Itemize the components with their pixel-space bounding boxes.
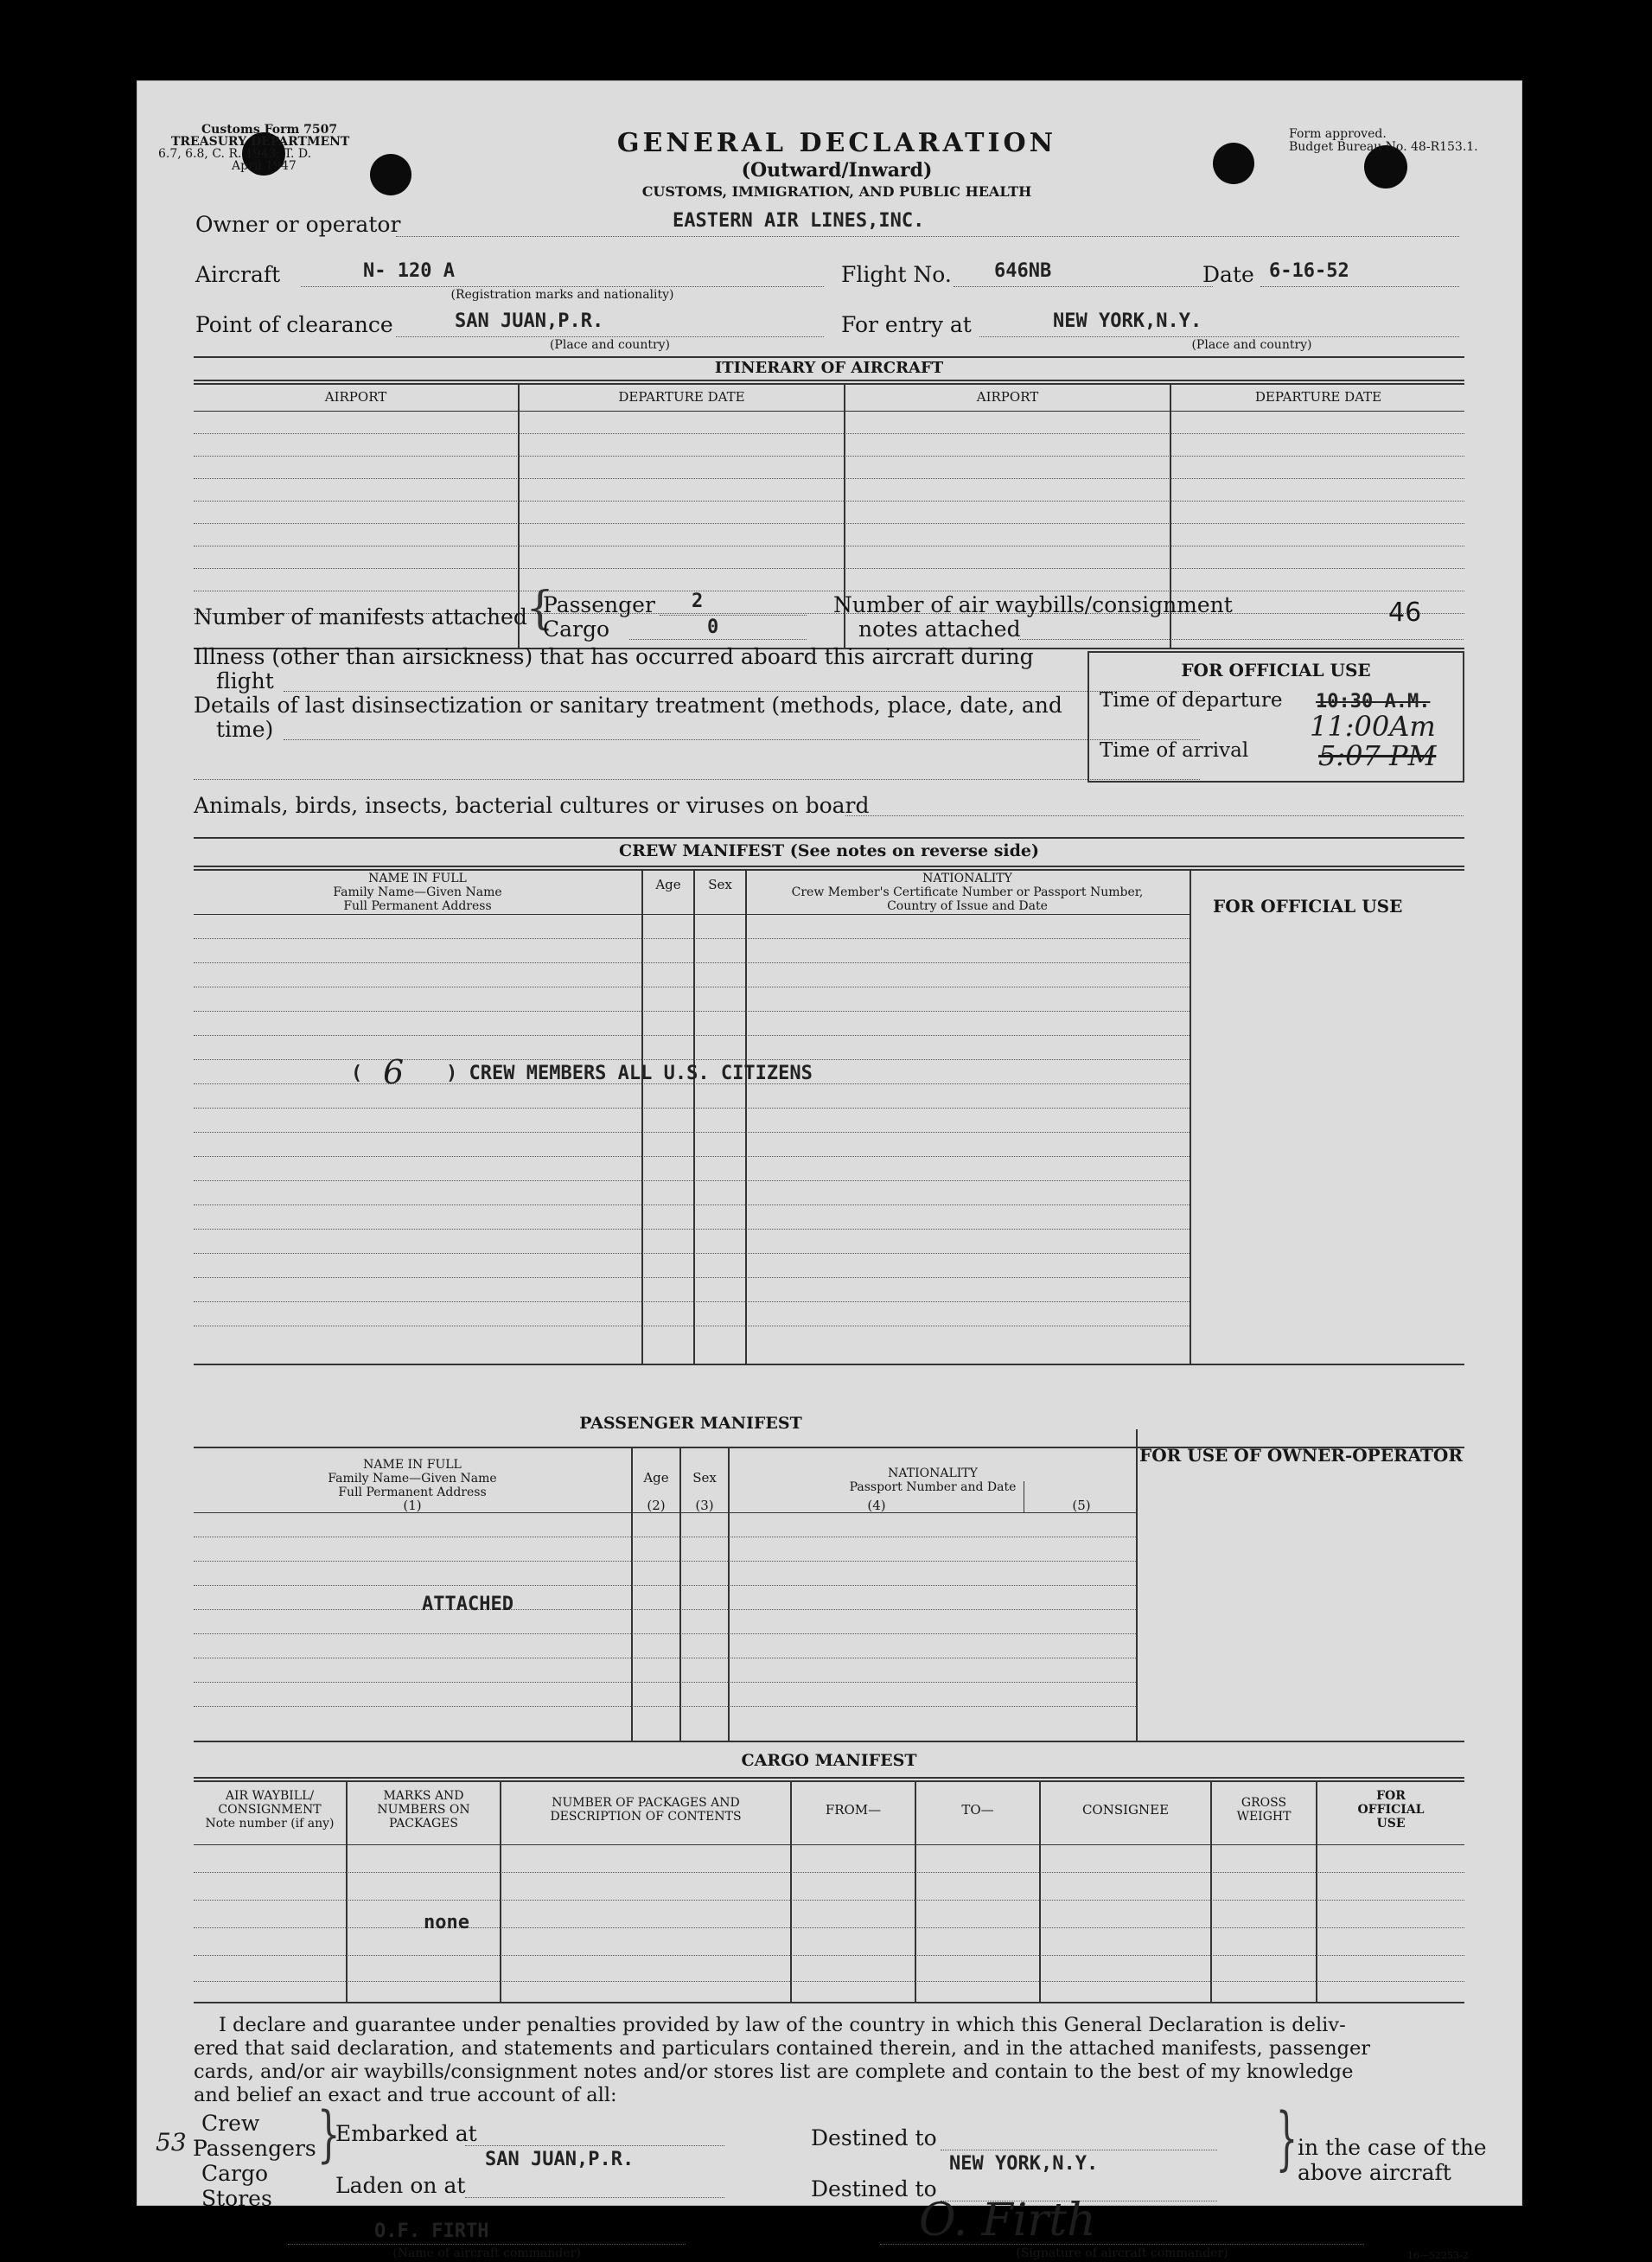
cargo-col-from: FROM— [825,1802,882,1818]
official-use-box [1088,651,1464,783]
form-title: GENERAL DECLARATION [616,128,1057,158]
itinerary-title: ITINERARY OF AIRCRAFT [714,359,944,377]
crew-word: Crew [201,2111,260,2136]
animals-label: Animals, birds, insects, bacterial cultures or viruses on board [194,793,870,818]
passenger-col-5-num: (5) [1072,1498,1091,1513]
cargo-count-value: 0 [707,617,719,638]
destined-value: NEW YORK,N.Y. [949,2153,1099,2175]
cargo-col-official: FOR OFFICIAL USE [1357,1789,1425,1831]
crew-entry: ) CREW MEMBERS ALL U.S. CITIZENS [446,1063,813,1084]
clearance-value: SAN JUAN,P.R. [455,310,604,332]
entry-label: For entry at [841,312,972,337]
waybills-value: 46 [1388,597,1422,628]
bottom-brace: } [316,2099,341,2169]
right-brace: } [1275,2098,1298,2178]
crew-entry-bracket: ( [351,1063,363,1084]
declaration-text: cards, and/or air waybills/consignment notes and/or stores list are complete and contain to the best of my knowledge [194,2061,1354,2083]
itinerary-col-airport: AIRPORT [976,389,1039,405]
declaration-text: ered that said declaration, and statements and particulars contained therein, and in the attached manifests, passenger [194,2037,1371,2060]
signature-caption: (Signature of aircraft commander) [1016,2246,1228,2260]
above-aircraft-text: above aircraft [1298,2160,1451,2185]
passenger-col-nationality: NATIONALITY Passport Number and Date [849,1466,1017,1494]
regulation-line: 6.7, 6.8, C. R. 1943; T. D. [158,147,312,161]
waybills-label: notes attached [858,617,1021,642]
entry-caption: (Place and country) [1191,338,1312,352]
owner-label: Owner or operator [195,212,401,237]
embarked-value: SAN JUAN,P.R. [485,2149,635,2170]
cargo-title: CARGO MANIFEST [741,1751,917,1770]
agencies: CUSTOMS, IMMIGRATION, AND PUBLIC HEALTH [641,183,1032,200]
form-date: April 1947 [232,159,297,173]
date-value: 6-16-52 [1269,260,1349,282]
destined-label: Destined to [811,2125,937,2150]
passenger-col-owner-use: FOR USE OF OWNER-OPERATOR [1139,1445,1463,1466]
punch-hole [1213,143,1254,184]
form-subtitle: (Outward/Inward) [741,159,933,182]
aircraft-caption: (Registration marks and nationality) [450,288,674,302]
crew-col-name: NAME IN FULL Family Name—Given Name Full Permanent Address [333,872,502,913]
clearance-label: Point of clearance [195,312,393,337]
declaration-text: I declare and guarantee under penalties provided by law of the country in which this General Declaration is deliv- [219,2014,1346,2036]
stores-word: Stores [201,2186,272,2211]
in-case-text: in the case of the [1298,2135,1487,2160]
official-use-title: FOR OFFICIAL USE [1181,660,1371,681]
passenger-title: PASSENGER MANIFEST [579,1414,802,1433]
passenger-col-nationality-num: (4) [867,1498,886,1513]
crew-count-handwritten: 6 [383,1053,405,1091]
print-code: 16—52253-2 [1407,2250,1469,2261]
disinsect-label: time) [216,717,274,742]
departure-time-label: Time of departure [1100,689,1283,712]
cargo-col-consignee: CONSIGNEE [1081,1802,1170,1818]
crew-col-official-use: FOR OFFICIAL USE [1213,896,1403,917]
manifests-brace: { [526,583,555,635]
crew-col-age: Age [655,877,681,892]
handwritten-53: 53 [156,2128,187,2157]
approval-line: Form approved. [1289,127,1387,141]
flight-value: 646NB [994,260,1052,282]
passenger-entry: ATTACHED [422,1594,513,1615]
passenger-col-age-num: (2) [647,1498,666,1513]
itinerary-col-departure: DEPARTURE DATE [1254,389,1382,405]
cargo-col-to: TO— [961,1802,994,1818]
itinerary-col-airport: AIRPORT [324,389,387,405]
cargo-word: Cargo [201,2161,269,2186]
arrival-time-handwritten: 5:07 PM [1318,739,1437,772]
clearance-caption: (Place and country) [549,338,671,352]
passenger-count-label: Passenger [543,592,655,617]
passenger-col-sex-num: (3) [695,1498,714,1513]
cargo-col-weight: GROSS WEIGHT [1236,1796,1292,1824]
passenger-count-value: 2 [692,591,704,612]
manifests-label: Number of manifests attached [194,604,527,629]
flight-label: Flight No. [841,262,952,287]
passenger-col-age: Age [643,1470,669,1486]
commander-name: O.F. FIRTH [374,2220,489,2242]
form-sheet [137,80,1522,2261]
cargo-col-waybill: AIR WAYBILL/ CONSIGNMENT Note number (if any) [205,1789,335,1831]
passenger-col-name: NAME IN FULL Family Name—Given Name Full Permanent Address [328,1458,497,1499]
cargo-col-packages: NUMBER OF PACKAGES AND DESCRIPTION OF CONTENTS [550,1796,742,1824]
departure-time-handwritten: 11:00Am [1310,710,1436,743]
waybills-label: Number of air waybills/consignment [833,592,1233,617]
illness-label: flight [216,668,274,693]
crew-title: CREW MANIFEST (See notes on reverse side) [618,841,1039,860]
departure-time-typed: 10:30 A.M. [1316,691,1431,712]
crew-col-nationality: NATIONALITY Crew Member's Certificate Number or Passport Number, Country of Issue and Date [791,872,1144,913]
crew-col-sex: Sex [708,877,732,892]
commander-caption: (Name of aircraft commander) [392,2246,581,2260]
department: TREASURY DEPARTMENT [171,135,350,149]
illness-label: Illness (other than airsickness) that has occurred aboard this aircraft during [194,644,1034,669]
cargo-count-label: Cargo [543,617,610,642]
cargo-entry: none [424,1912,469,1933]
arrival-time-label: Time of arrival [1100,739,1249,762]
destined-label: Destined to [811,2176,937,2201]
punch-hole [370,154,411,195]
date-label: Date [1202,262,1254,287]
passenger-col-sex: Sex [692,1470,717,1486]
approval-line: Budget Bureau No. 48-R153.1. [1289,140,1478,154]
embarked-label: Embarked at [335,2121,477,2146]
passengers-word: Passengers [193,2136,316,2161]
commander-signature: O. Firth [919,2195,1096,2246]
owner-value: EASTERN AIR LINES,INC. [673,210,925,232]
entry-value: NEW YORK,N.Y. [1053,310,1202,332]
aircraft-value: N- 120 A [363,260,455,282]
disinsect-label: Details of last disinsectization or sanitary treatment (methods, place, date, and [194,693,1062,718]
passenger-col-name-num: (1) [403,1498,422,1513]
cargo-col-marks: MARKS AND NUMBERS ON PACKAGES [377,1789,470,1831]
form-id: Customs Form 7507 [201,123,338,137]
laden-label: Laden on at [335,2173,466,2198]
itinerary-col-departure: DEPARTURE DATE [618,389,745,405]
aircraft-label: Aircraft [195,262,281,287]
declaration-text: and belief an exact and true account of all: [194,2084,617,2106]
